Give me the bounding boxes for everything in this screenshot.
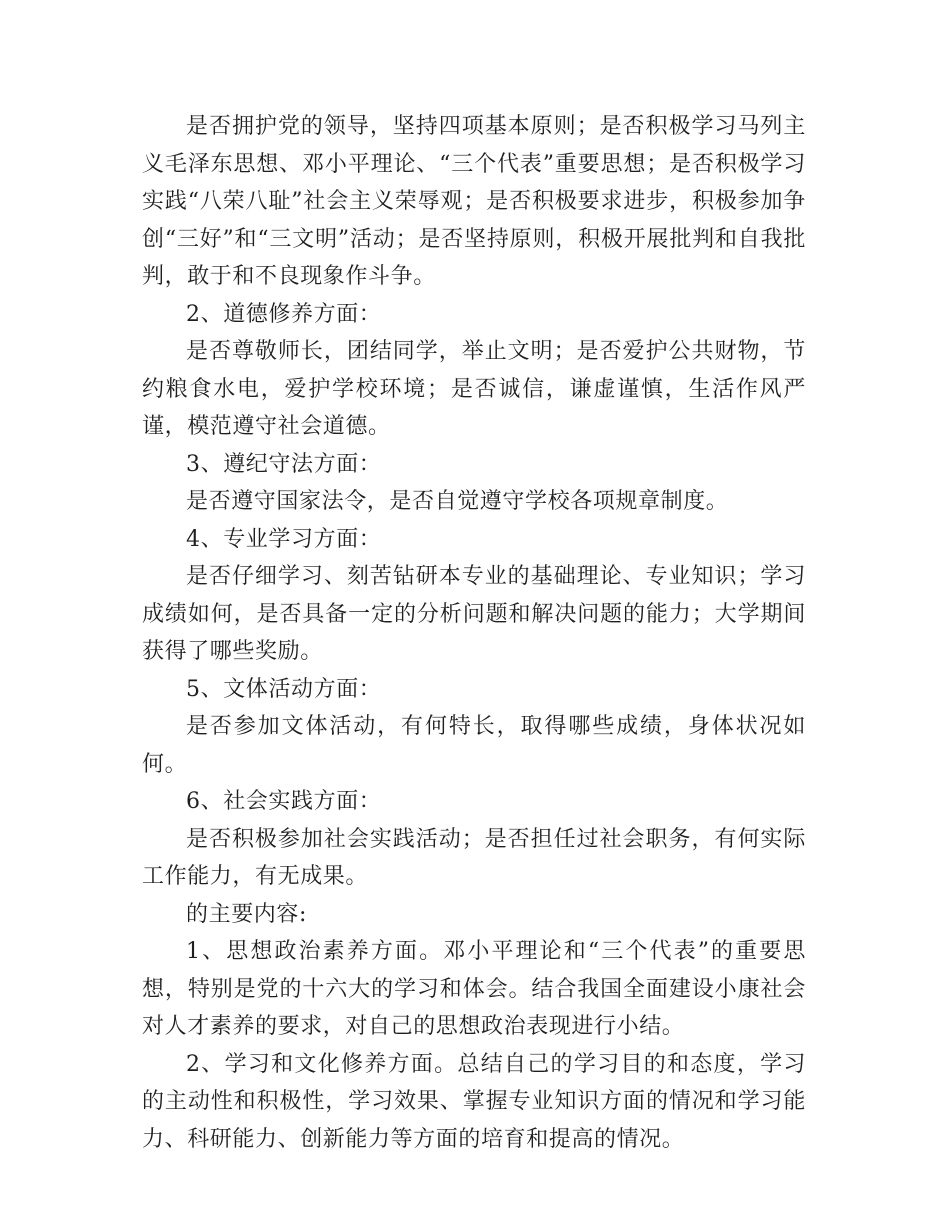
heading-sports-culture: 5、文体活动方面：	[186, 676, 382, 702]
heading-professional-study: 4、专业学习方面：	[186, 526, 382, 552]
paragraph-sports-criteria: 是否参加文体活动，有何特长，取得哪些成绩，身体状况如何。	[142, 714, 806, 777]
paragraph-study-criteria: 是否仔细学习、刻苦钻研本专业的基础理论、专业知识；学习成绩如何，是否具备一定的分析问题和解决问题的能力；大学期间获得了哪些奖励。	[142, 564, 806, 664]
paragraph-practice-criteria: 是否积极参加社会实践活动；是否担任过社会职务，有何实际工作能力，有无成果。	[142, 826, 806, 889]
paragraph-political-criteria: 是否拥护党的领导，坚持四项基本原则；是否积极学习马列主义毛泽东思想、邓小平理论、“三个代表”重要思想；是否积极学习实践“八荣八耻”社会主义荣辱观；是否积极要求进步，积极参加争创“三好”和“三文明”活动；是否坚持原则，积极开展批判和自我批判，敢于和不良现象作斗争。	[142, 114, 806, 289]
paragraph-law-criteria: 是否遵守国家法令，是否自觉遵守学校各项规章制度。	[186, 489, 729, 514]
heading-main-content: 的主要内容:	[186, 901, 308, 927]
heading-social-practice: 6、社会实践方面：	[186, 789, 382, 814]
paragraph-moral-criteria: 是否尊敬师长，团结同学，举止文明；是否爱护公共财物，节约粮食水电，爱护学校环境；是否诚信，谦虚谨慎，生活作风严谨，模范遵守社会道德。	[142, 339, 806, 439]
document-body	[142, 108, 806, 1158]
heading-moral-cultivation: 2、道德修养方面：	[186, 301, 382, 327]
heading-law-discipline: 3、遵纪守法方面：	[186, 451, 382, 477]
paragraph-study-summary: 2、学习和文化修养方面。总结自己的学习目的和态度，学习的主动性和积极性，学习效果、掌握专业知识方面的情况和学习能力、科研能力、创新能力等方面的培育和提高的情况。	[142, 1051, 806, 1152]
paragraph-political-summary: 1、思想政治素养方面。邓小平理论和“三个代表”的重要思想，特别是党的十六大的学习和体会。结合我国全面建设小康社会对人才素养的要求，对自己的思想政治表现进行小结。	[142, 939, 806, 1039]
